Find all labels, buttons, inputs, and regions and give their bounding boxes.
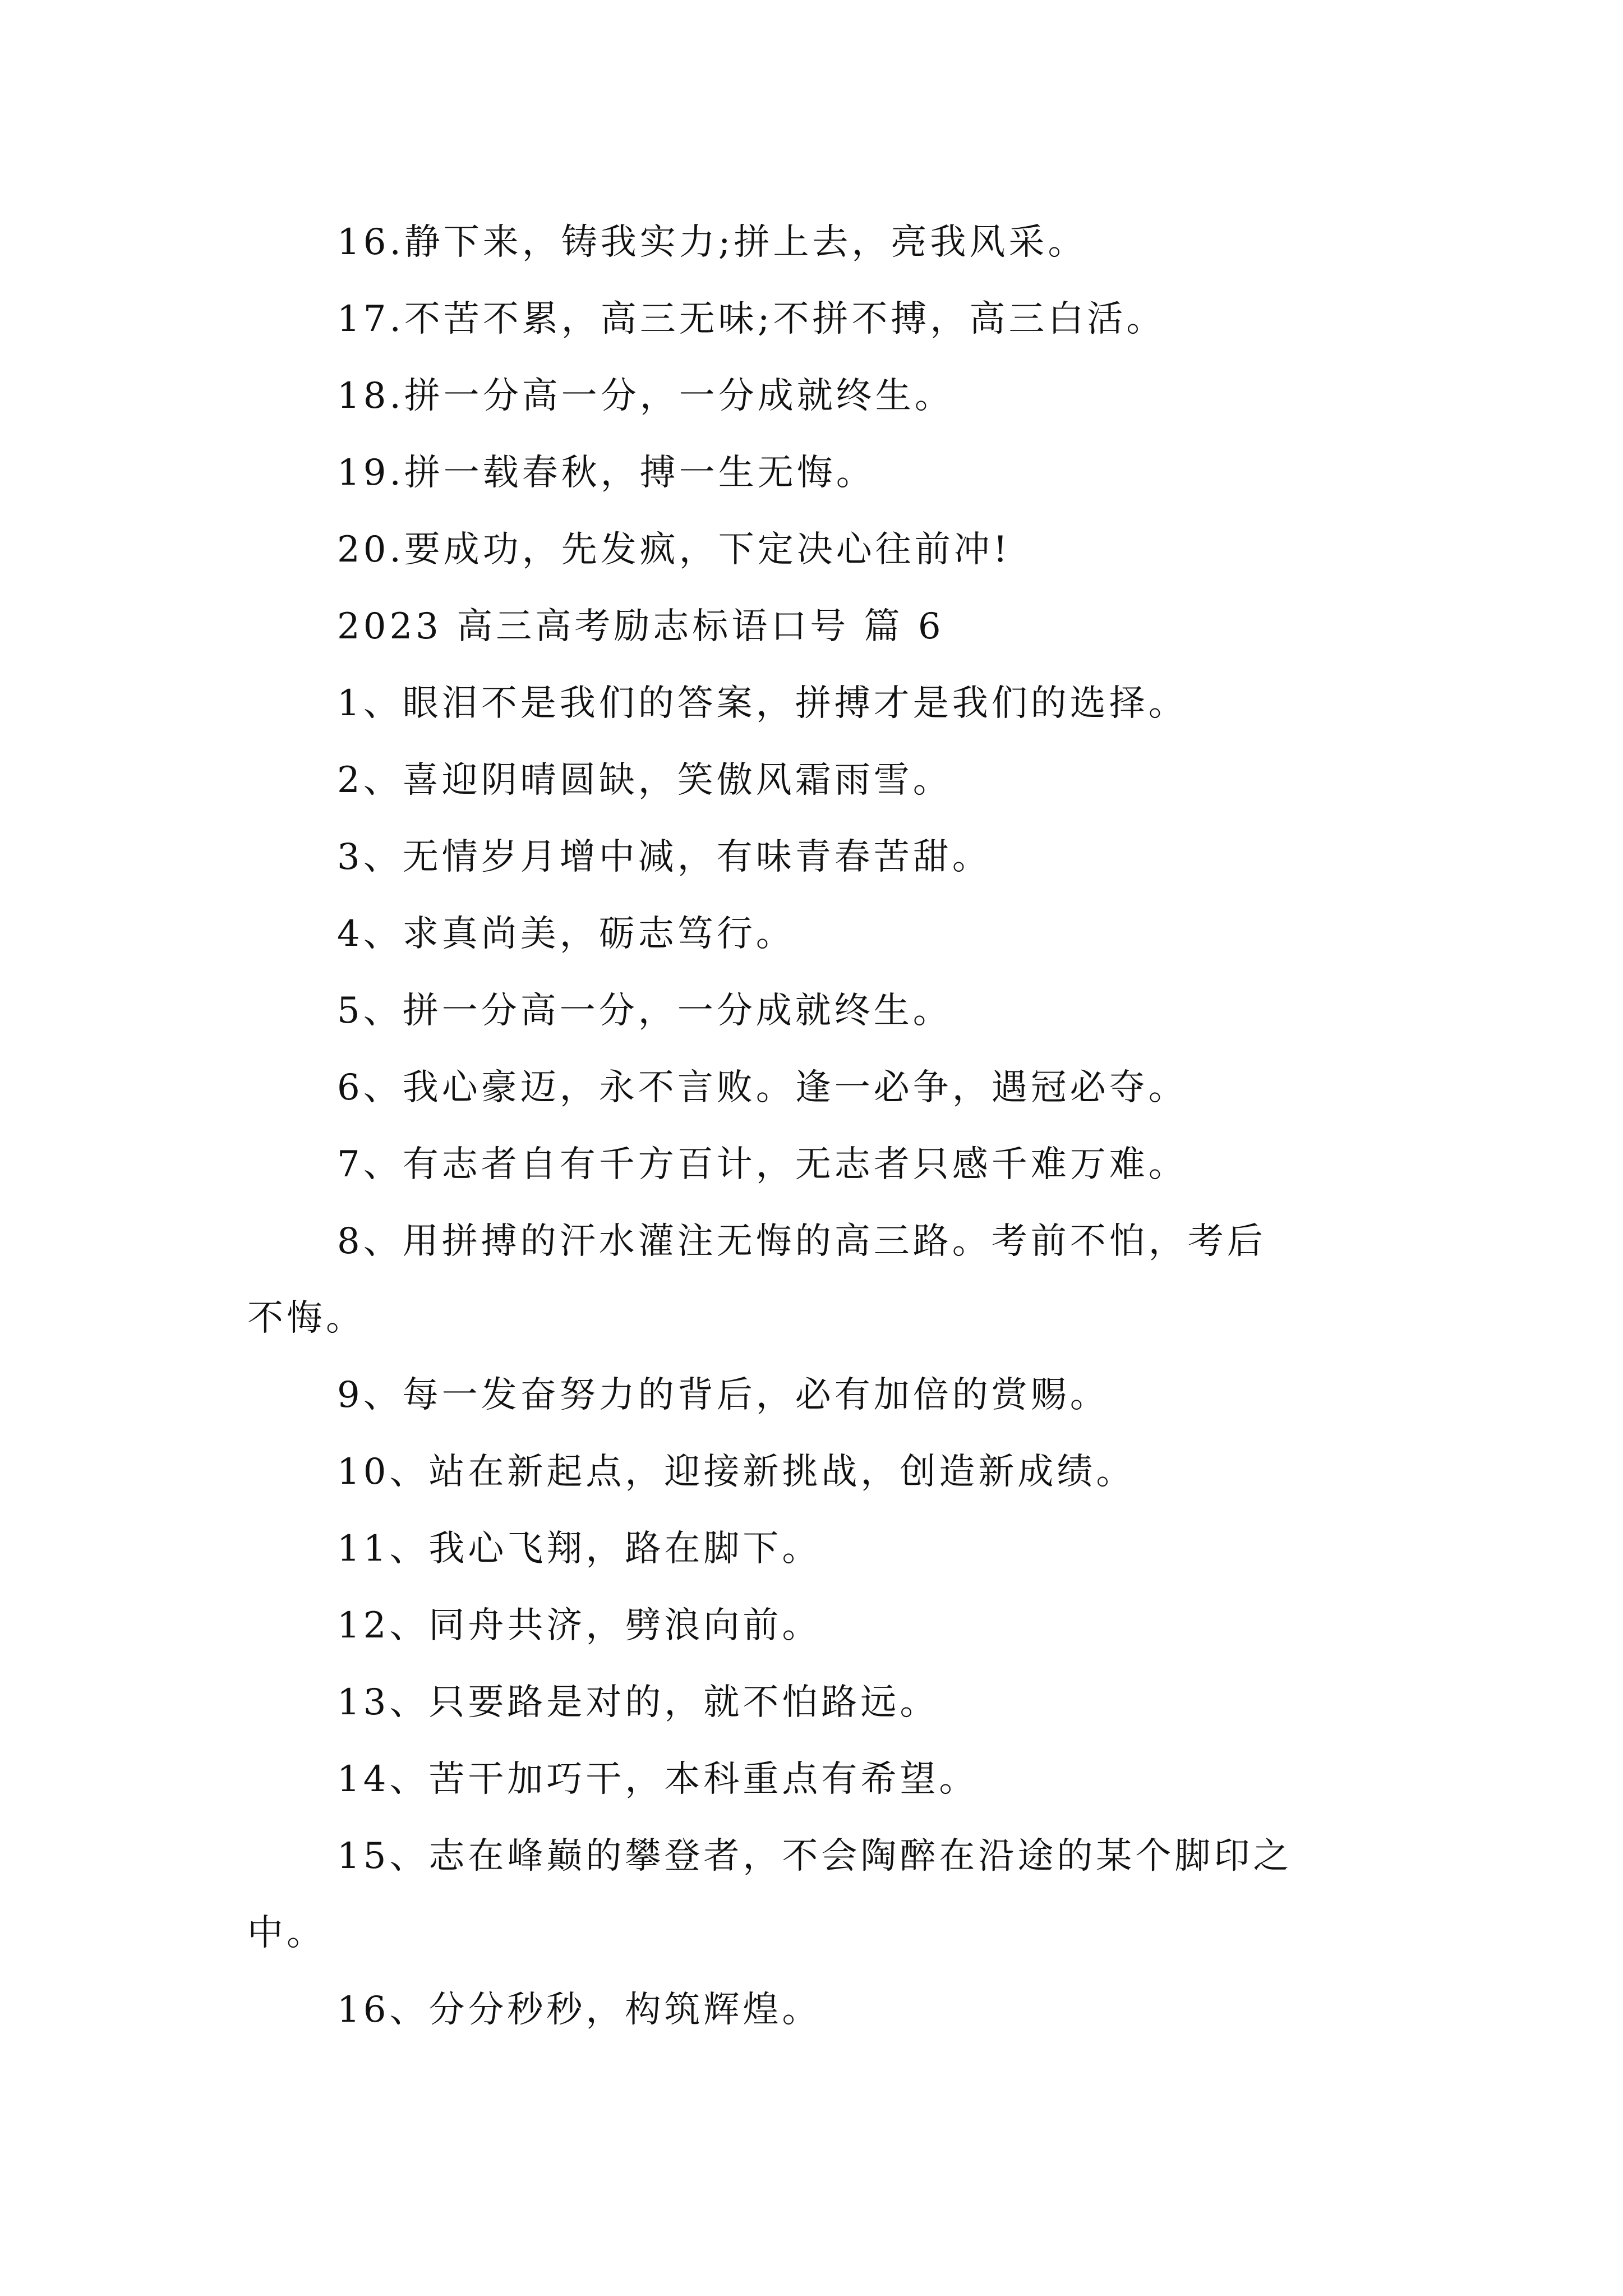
text-line: 14、苦干加巧干，本科重点有希望。: [337, 1759, 979, 1800]
section-heading: 2023 高三高考励志标语口号 篇 6: [337, 606, 944, 647]
text-line: 8、用拼搏的汗水灌注无悔的高三路。考前不怕，考后: [337, 1221, 1266, 1262]
text-line: 9、每一发奋努力的背后，必有加倍的赏赐。: [337, 1374, 1109, 1416]
text-line: 18.拼一分高一分，一分成就终生。: [337, 375, 954, 417]
text-line: 10、站在新起点，迎接新挑战，创造新成绩。: [337, 1451, 1136, 1493]
text-line: 16、分分秒秒，构筑辉煌。: [337, 1989, 822, 2031]
text-line: 16.静下来，铸我实力;拼上去，亮我风采。: [337, 222, 1087, 263]
text-line: 7、有志者自有千方百计，无志者只感千难万难。: [337, 1144, 1188, 1185]
text-line: 17.不苦不累，高三无味;不拼不搏，高三白活。: [337, 298, 1166, 340]
text-line: 5、拼一分高一分，一分成就终生。: [337, 990, 952, 1032]
text-line: 1、眼泪不是我们的答案，拼搏才是我们的选择。: [337, 683, 1188, 724]
text-line: 19.拼一载春秋，搏一生无悔。: [337, 452, 875, 494]
text-line: 2、喜迎阴晴圆缺，笑傲风霜雨雪。: [337, 760, 952, 801]
text-line: 4、求真尚美，砺志笃行。: [337, 913, 795, 955]
document-body: [247, 204, 1386, 2049]
text-line: 15、志在峰巅的攀登者，不会陶醉在沿途的某个脚印之: [337, 1835, 1293, 1877]
text-line: 13、只要路是对的，就不怕路远。: [337, 1682, 939, 1723]
text-line: 12、同舟共济，劈浪向前。: [337, 1605, 822, 1646]
text-line: 20.要成功，先发疯，下定决心往前冲!: [337, 529, 1011, 570]
text-line: 11、我心飞翔，路在脚下。: [337, 1528, 822, 1570]
text-line-continuation: 不悔。: [247, 1297, 365, 1339]
text-line: 3、无情岁月增中减，有味青春苦甜。: [337, 836, 992, 878]
text-line-continuation: 中。: [247, 1912, 326, 1954]
text-line: 6、我心豪迈，永不言败。逢一必争，遇冠必夺。: [337, 1067, 1188, 1108]
